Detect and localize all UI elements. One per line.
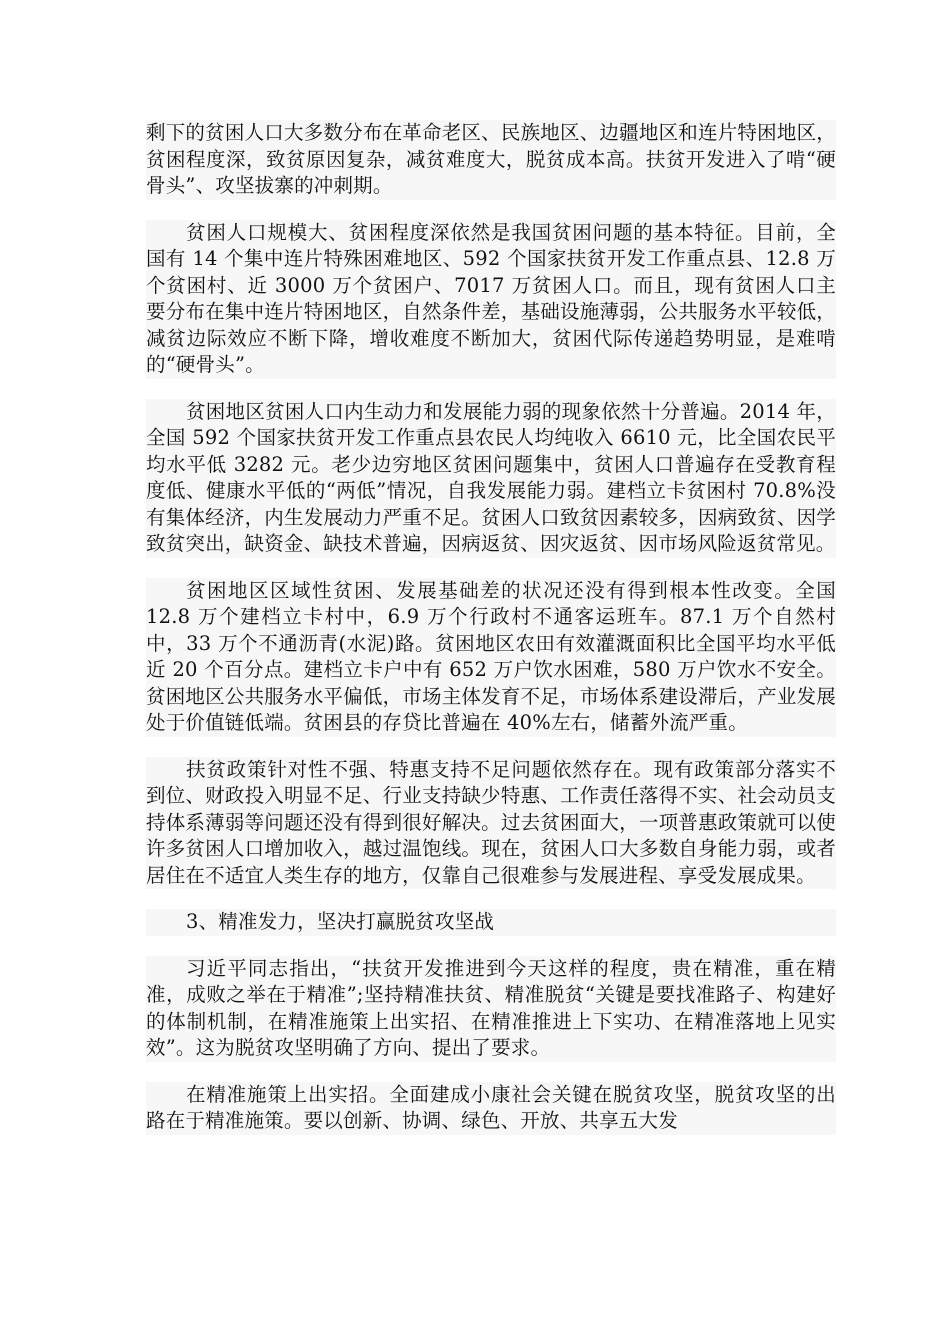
paragraph-2: 贫困人口规模大、贫困程度深依然是我国贫困问题的基本特征。目前，全国有 14 个集中连片特殊困难地区、592 个国家扶贫开发工作重点县、12.8 万个贫困村、近 3000 万个贫困户、7017 万贫困人口。而且，现有贫困人口主要分布在集中连片特困地区，自然条件差，基础设施薄弱，公共服务水平较低，减贫边际效应不断下降，增收难度不断加大，贫困代际传递趋势明显，是难啃的“硬骨头”。 (146, 220, 836, 379)
paragraph-3: 贫困地区贫困人口内生动力和发展能力弱的现象依然十分普遍。2014 年，全国 592 个国家扶贫开发工作重点县农民人均纯收入 6610 元，比全国农民平均水平低 3282 元。老少边穷地区贫困问题集中，贫困人口普遍存在受教育程度低、健康水平低的“两低”情况，自我发展能力弱。建档立卡贫困村 70.8%没有集体经济，内生发展动力严重不足。贫困人口致贫因素较多，因病致贫、因学致贫突出，缺资金、缺技术普遍，因病返贫、因灾返贫、因市场风险返贫常见。 (146, 399, 836, 558)
paragraph-6: 习近平同志指出，“扶贫开发推进到今天这样的程度，贵在精准，重在精准，成败之举在于精准”;坚持精准扶贫、精准脱贫“关键是要找准路子、构建好的体制机制，在精准施策上出实招、在精准推进上下实功、在精准落地上见实效”。这为脱贫攻坚明确了方向、提出了要求。 (146, 956, 836, 1062)
paragraph-5: 扶贫政策针对性不强、特惠支持不足问题依然存在。现有政策部分落实不到位、财政投入明显不足、行业支持缺少特惠、工作责任落得不实、社会动员支持体系薄弱等问题还没有得到很好解决。过去贫困面大，一项普惠政策就可以使许多贫困人口增加收入，越过温饱线。现在，贫困人口大多数自身能力弱，或者居住在不适宜人类生存的地方，仅靠自己很难参与发展进程、享受发展成果。 (146, 757, 836, 890)
paragraph-7: 在精准施策上出实招。全面建成小康社会关键在脱贫攻坚，脱贫攻坚的出路在于精准施策。要以创新、协调、绿色、开放、共享五大发 (146, 1082, 836, 1135)
section-heading: 3、精准发力，坚决打赢脱贫攻坚战 (146, 909, 836, 936)
document-body (146, 120, 836, 1155)
paragraph-1: 剩下的贫困人口大多数分布在革命老区、民族地区、边疆地区和连片特困地区，贫困程度深，致贫原因复杂，减贫难度大，脱贫成本高。扶贫开发进入了啃“硬骨头”、攻坚拔寨的冲刺期。 (146, 120, 836, 200)
paragraph-4: 贫困地区区域性贫困、发展基础差的状况还没有得到根本性改变。全国 12.8 万个建档立卡村中，6.9 万个行政村不通客运班车。87.1 万个自然村中，33 万个不通沥青(水泥)路。贫困地区农田有效灌溉面积比全国平均水平低近 20 个百分点。建档立卡户中有 652 万户饮水困难，580 万户饮水不安全。贫困地区公共服务水平偏低，市场主体发育不足，市场体系建设滞后，产业发展处于价值链低端。贫困县的存贷比普遍在 40%左右，储蓄外流严重。 (146, 578, 836, 737)
